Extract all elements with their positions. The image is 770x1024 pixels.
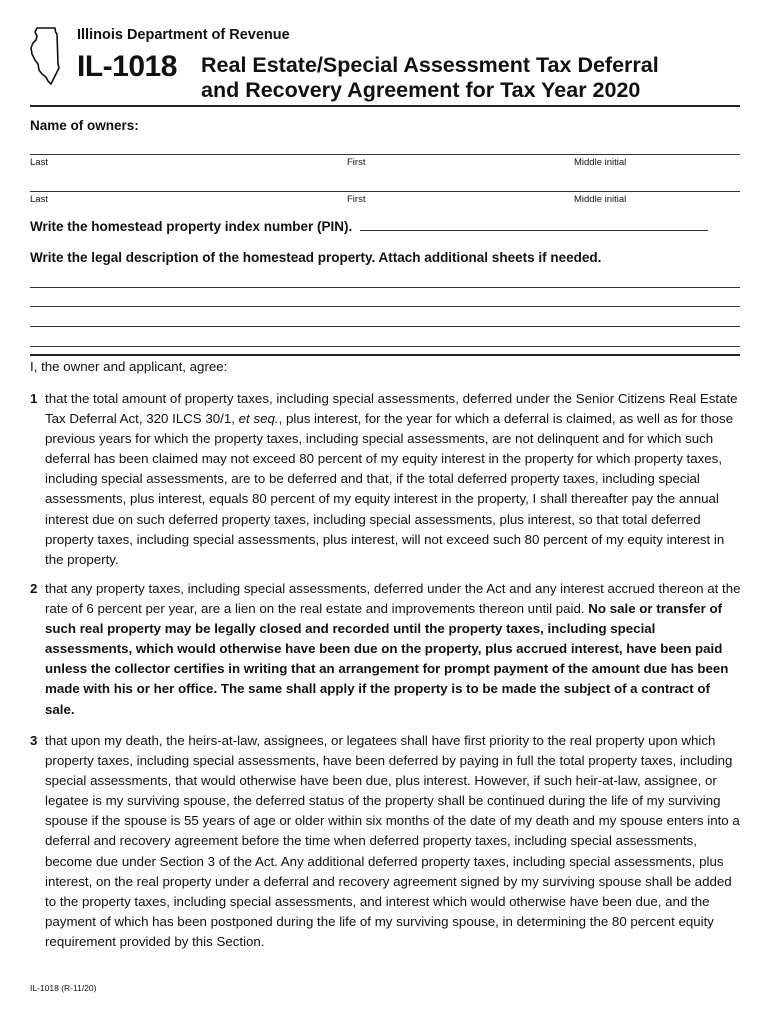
owner-first-caption-2: First <box>347 194 366 205</box>
agreement-item-number: 1 <box>30 391 38 406</box>
pin-label: Write the homestead property index number (PIN). <box>30 219 353 234</box>
legal-description-line-3[interactable] <box>30 326 740 327</box>
agreement-divider <box>30 354 740 356</box>
pin-input-line[interactable] <box>360 218 708 231</box>
agreement-item-number: 2 <box>30 581 38 596</box>
header-divider <box>30 105 740 107</box>
legal-description-line-1[interactable] <box>30 287 740 288</box>
owner-first-caption-1: First <box>347 157 366 168</box>
illinois-outline-icon <box>28 26 66 86</box>
form-title <box>201 53 659 103</box>
legal-description-label: Write the legal description of the homestead property. Attach additional sheets if needed. <box>30 250 602 265</box>
owners-label: Name of owners: <box>30 118 139 133</box>
form-revision-code: IL-1018 (R-11/20) <box>30 983 97 993</box>
form-title-line2: and Recovery Agreement for Tax Year 2020 <box>201 78 641 102</box>
legal-description-line-4[interactable] <box>30 346 740 347</box>
department-name: Illinois Department of Revenue <box>77 27 290 43</box>
owner-middle-caption-2: Middle initial <box>574 194 627 205</box>
owner-name-line-2[interactable] <box>30 191 740 192</box>
owner-last-caption-2: Last <box>30 194 48 205</box>
agreement-item-number: 3 <box>30 733 38 748</box>
form-number: IL-1018 <box>77 50 177 83</box>
agreement-item-text: that the total amount of property taxes, including special assessments, deferred under the Senior Citizens Real Estate Tax Deferral Act, 320 ILCS 30/1, et seq., plus interest, for the year for which a deferral is claimed, as well as for those previous years for which the property taxes, including special assessments, are not delinquent and for which such deferral has been claimed may not exceed 80 percent of my equity interest in the property for which property taxes, including special assessments, are to be deferred and that, if the total deferred property taxes, including special assessments, plus interest, equals 80 percent of my equity interest in the property, I shall thereafter pay the annual interest due on such deferred property taxes, including special assessments, plus interest, so that total deferred property taxes, including special assessments, plus interest, will not exceed such 80 percent of my equity interest in the property. <box>45 391 738 567</box>
form-title-line1: Real Estate/Special Assessment Tax Deferral <box>201 53 659 77</box>
agreement-intro: I, the owner and applicant, agree: <box>30 359 228 374</box>
legal-description-line-2[interactable] <box>30 306 740 307</box>
owner-middle-caption-1: Middle initial <box>574 157 627 168</box>
agreement-item-text: that upon my death, the heirs-at-law, assignees, or legatees shall have first priority to the real property upon which property taxes, including special assessments, have been deferred by paying in full the total property taxes, including special assessments, that would otherwise have been due, plus interest. However, if such heir-at-law, assignee, or legatee is my surviving spouse, the deferred status of the property shall be continued during the life of my surviving spouse if the spouse is 55 years of age or older within six months of the date of my death and my spouse enters into a deferral and recovery agreement before the time when deferred property taxes, including special assessments, become due under Section 3 of the Act. Any additional deferred property taxes, including special assessments, plus interest, on the real property under a deferral and recovery agreement signed by my surviving spouse shall be added to the property taxes, including special assessments, and interest which would otherwise have been due, and the payment of which has been postponed during the life of my surviving spouse, in determining the 80 percent equity requirement provided by this Section. <box>45 733 740 949</box>
agreement-item-text: that any property taxes, including special assessments, deferred under the Act and any interest accrued thereon at the rate of 6 percent per year, are a lien on the real estate and improvements thereon until paid. No sale or transfer of such real property may be legally closed and recorded until the property taxes, including special assessments, which would otherwise have been due on the property, plus accrued interest, have been paid unless the collector certifies in writing that an arrangement for prompt payment of the amount due has been made with his or her office. The same shall apply if the property is to be made the subject of a contract of sale. <box>45 581 741 717</box>
owner-last-caption-1: Last <box>30 157 48 168</box>
pin-row <box>30 218 708 234</box>
owner-name-line-1[interactable] <box>30 154 740 155</box>
